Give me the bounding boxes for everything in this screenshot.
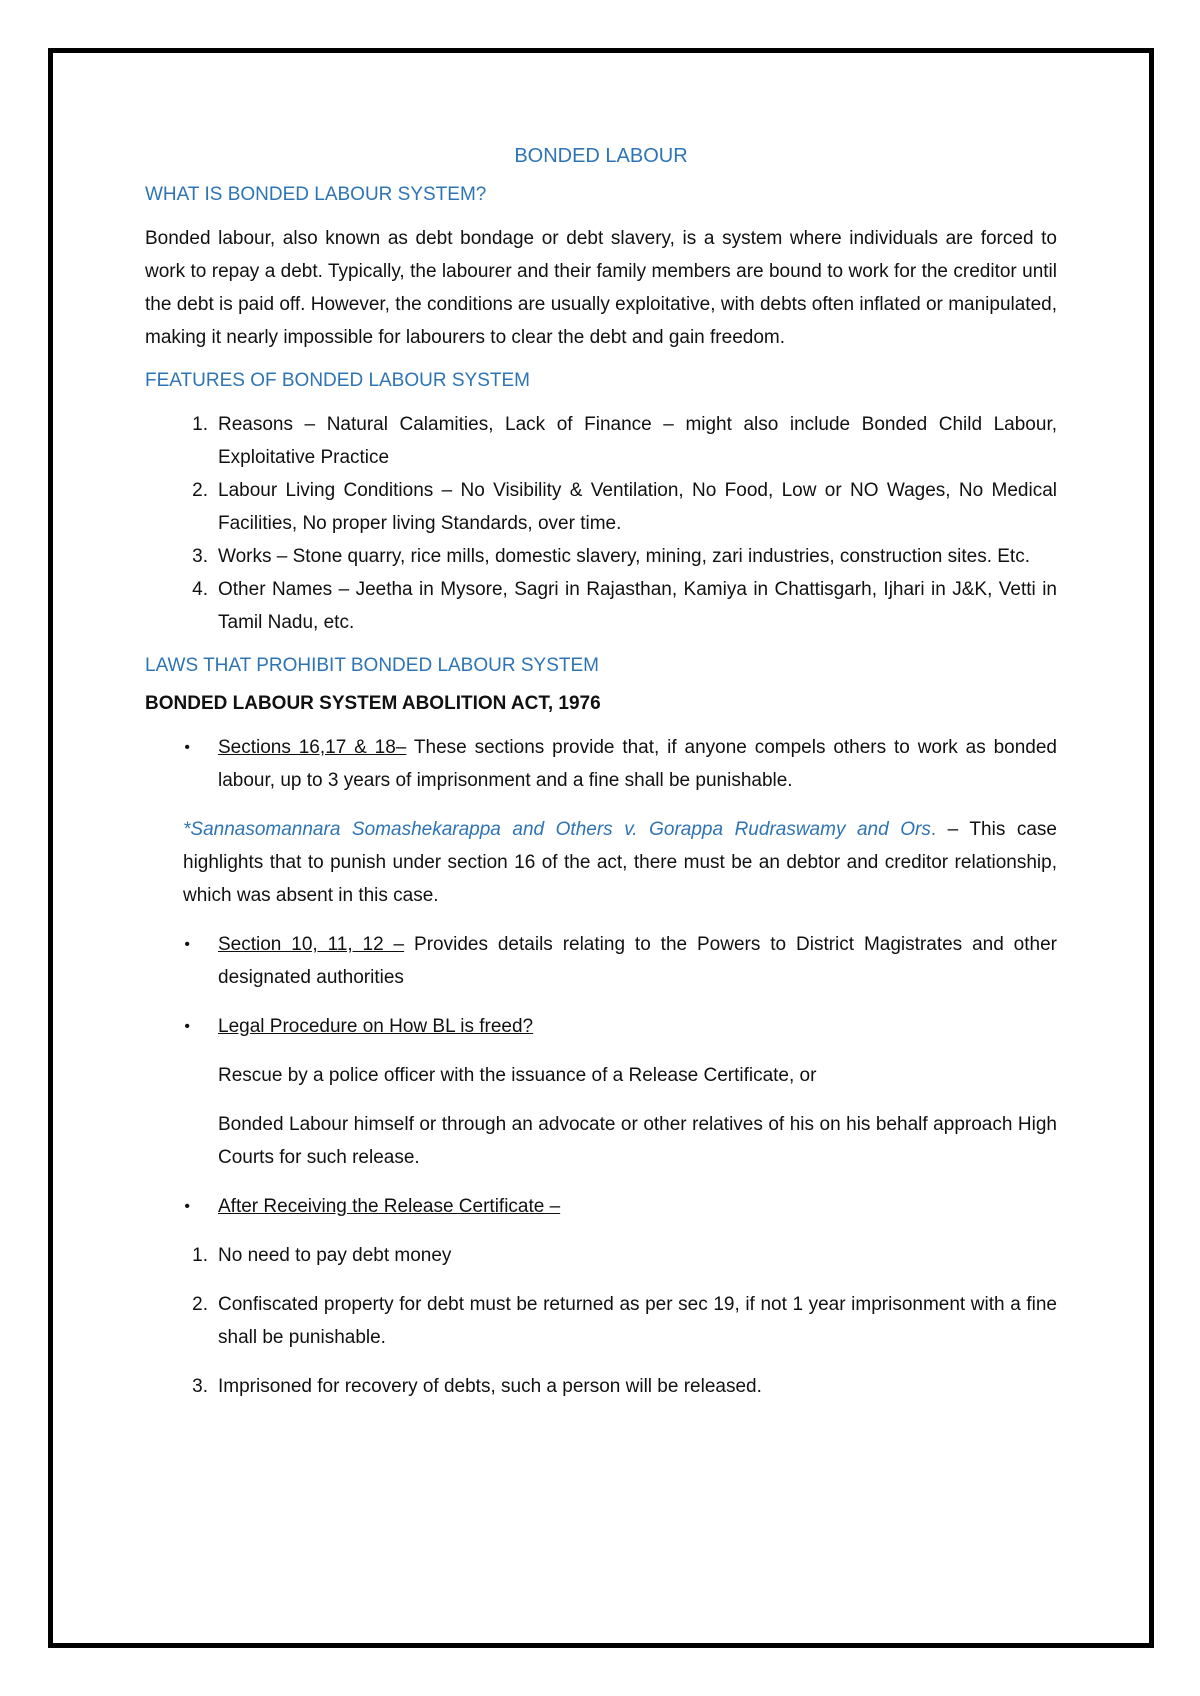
- list-text: Reasons – Natural Calamities, Lack of Finance – might also include Bonded Child Labour, Exploitative Practice: [218, 414, 1057, 468]
- case-name: *Sannasomannara Somashekarappa and Others v. Gorappa Rudraswamy and Ors: [183, 819, 931, 840]
- bullet-sections-10-12: [145, 928, 1057, 994]
- bullet-icon: •: [184, 936, 190, 953]
- bullet-text: [218, 928, 1057, 994]
- list-item: [145, 408, 1057, 474]
- heading-what-is: WHAT IS BONDED LABOUR SYSTEM?: [145, 184, 487, 205]
- list-item: [145, 540, 1057, 573]
- bullet-text: [218, 731, 1057, 797]
- list-number: 1.: [192, 1245, 208, 1266]
- document-title: BONDED LABOUR: [514, 145, 688, 167]
- list-text: Confiscated property for debt must be returned as per sec 19, if not 1 year imprisonment with a fine shall be punishable.: [218, 1294, 1057, 1348]
- paragraph-definition: Bonded labour, also known as debt bondage or debt slavery, is a system where individuals are forced to work to repay a debt. Typically, the labourer and their family members are bound to work for the creditor until the debt is paid off. However, the conditions are usually exploitative, with debts often inflated or manipulated, making it nearly impossible for labourers to clear the debt and gain freedom.: [145, 228, 1057, 348]
- case-name-dot: .: [930, 819, 937, 840]
- list-item: [145, 1239, 1057, 1272]
- list-number: 1.: [192, 414, 208, 435]
- bullet-icon: •: [184, 1018, 190, 1035]
- bullet-label: Section 10, 11, 12 –: [218, 934, 405, 955]
- list-item: [145, 1288, 1057, 1354]
- list-number: 3.: [192, 546, 208, 567]
- list-number: 2.: [192, 1294, 208, 1315]
- list-text: Labour Living Conditions – No Visibility & Ventilation, No Food, Low or NO Wages, No Medical Facilities, No proper living Standards, over time.: [218, 480, 1057, 534]
- bullet-icon: •: [184, 739, 190, 756]
- list-number: 4.: [192, 579, 208, 600]
- list-text: Works – Stone quarry, rice mills, domestic slavery, mining, zari industries, construction sites. Etc.: [218, 546, 1030, 567]
- heading-features: FEATURES OF BONDED LABOUR SYSTEM: [145, 370, 530, 391]
- procedure-rescue: Rescue by a police officer with the issuance of a Release Certificate, or: [218, 1065, 817, 1086]
- list-text: Imprisoned for recovery of debts, such a person will be released.: [218, 1376, 762, 1397]
- list-text: Other Names – Jeetha in Mysore, Sagri in Rajasthan, Kamiya in Chattisgarh, Ijhari in J&K, Vetti in Tamil Nadu, etc.: [218, 579, 1057, 633]
- procedure-high-court: Bonded Labour himself or through an advocate or other relatives of his on his behalf approach High Courts for such release.: [218, 1114, 1057, 1168]
- bullet-body: These sections provide that, if anyone compels others to work as bonded labour, up to 3 years of imprisonment and a fine shall be punishable.: [218, 737, 1057, 791]
- document-body: [145, 145, 1057, 1419]
- list-number: 2.: [192, 480, 208, 501]
- list-item: [145, 1370, 1057, 1403]
- case-text: – This case highlights that to punish under section 16 of the act, there must be an debtor and creditor relationship, which was absent in this case.: [183, 819, 1057, 906]
- bullet-body: Provides details relating to the Powers to District Magistrates and other designated authorities: [218, 934, 1057, 988]
- bullet-icon: •: [184, 1198, 190, 1215]
- list-number: 3.: [192, 1376, 208, 1397]
- after-release-list: [145, 1239, 1057, 1403]
- bullet-label: Sections 16,17 & 18–: [218, 737, 407, 758]
- list-text: No need to pay debt money: [218, 1245, 452, 1266]
- bullet-label: Legal Procedure on How BL is freed?: [218, 1016, 534, 1037]
- heading-laws: LAWS THAT PROHIBIT BONDED LABOUR SYSTEM: [145, 655, 599, 676]
- list-item: [145, 474, 1057, 540]
- case-reference: [145, 813, 1057, 912]
- bullet-sections-16-18: [145, 731, 1057, 797]
- bullet-label: After Receiving the Release Certificate –: [218, 1196, 561, 1217]
- features-list: [145, 408, 1057, 639]
- bullet-after-release: [145, 1190, 1057, 1223]
- list-item: [145, 573, 1057, 639]
- heading-act: BONDED LABOUR SYSTEM ABOLITION ACT, 1976: [145, 693, 601, 714]
- bullet-legal-procedure: [145, 1010, 1057, 1043]
